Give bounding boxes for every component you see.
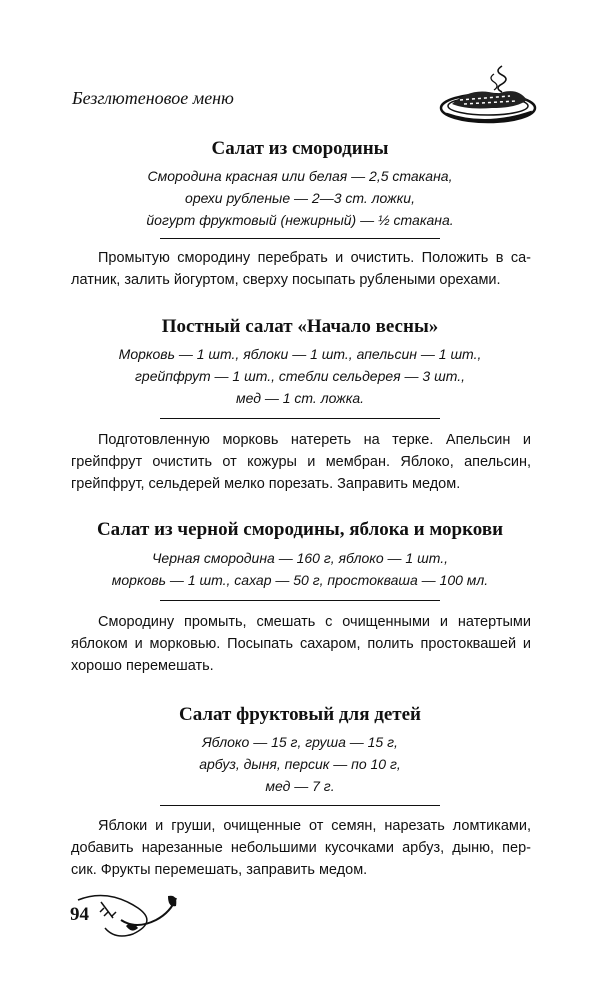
recipe-title: Салат фруктовый для детей — [178, 704, 421, 725]
method-line: добавить нарезанные небольшими кусочками арбуз, дыню, пер- — [71, 840, 531, 856]
method-line: латник, залить йогуртом, сверху посыпать рублеными орехами. — [71, 272, 501, 288]
ingredient-line: мед — 7 г. — [265, 778, 335, 794]
divider — [160, 805, 440, 806]
method-line: Яблоки и груши, очищенные от семян, нарезать ломтиками, — [98, 818, 531, 834]
ingredient-line: Морковь — 1 шт., яблоки — 1 шт., апельсин — 1 шт., — [118, 346, 482, 362]
method-line: грейпфрут очистить от кожуры и мембран. Яблоко, апельсин, — [71, 454, 531, 470]
method-line: сик. Фрукты перемешать, заправить медом. — [71, 862, 368, 878]
dish-illustration-icon — [438, 62, 538, 128]
page-number: 94 — [70, 904, 89, 925]
floral-ornament-icon — [76, 890, 186, 940]
ingredient-line: Смородина красная или белая — 2,5 стакана, — [147, 168, 453, 184]
running-title: Безглютеновое меню — [72, 88, 234, 108]
method-line: грейпфрут, сельдерей мелко порезать. Заправить медом. — [71, 476, 461, 492]
recipe-title: Постный салат «Начало весны» — [161, 316, 439, 337]
ingredient-line: морковь — 1 шт., сахар — 50 г, простокваша — 100 мл. — [111, 572, 489, 588]
recipe-title: Салат из черной смородины, яблока и моркови — [96, 519, 504, 540]
method-line: Промытую смородину перебрать и очистить. Положить в са- — [98, 250, 531, 266]
ingredient-line: йогурт фруктовый (нежирный) — ½ стакана. — [146, 212, 454, 228]
ingredient-line: арбуз, дыня, персик — по 10 г, — [199, 756, 401, 772]
ingredient-line: мед — 1 ст. ложка. — [236, 390, 364, 406]
ingredient-line: орехи рубленые — 2—3 ст. ложки, — [185, 190, 415, 206]
recipe-title: Салат из смородины — [211, 138, 389, 159]
ingredient-line: грейпфрут — 1 шт., стебли сельдерея — 3 шт., — [135, 368, 465, 384]
divider — [160, 600, 440, 601]
ingredient-line: Яблоко — 15 г, груша — 15 г, — [202, 734, 398, 750]
method-line: Подготовленную морковь натереть на терке. Апельсин и — [98, 432, 531, 448]
method-line: Смородину промыть, смешать с очищенными и натертыми — [98, 614, 531, 630]
ingredient-line: Черная смородина — 160 г, яблоко — 1 шт., — [151, 550, 449, 566]
divider — [160, 418, 440, 419]
method-line: хорошо перемешать. — [71, 658, 214, 674]
method-line: яблоком и морковью. Посыпать сахаром, полить простоквашей и — [71, 636, 531, 652]
divider — [160, 238, 440, 239]
